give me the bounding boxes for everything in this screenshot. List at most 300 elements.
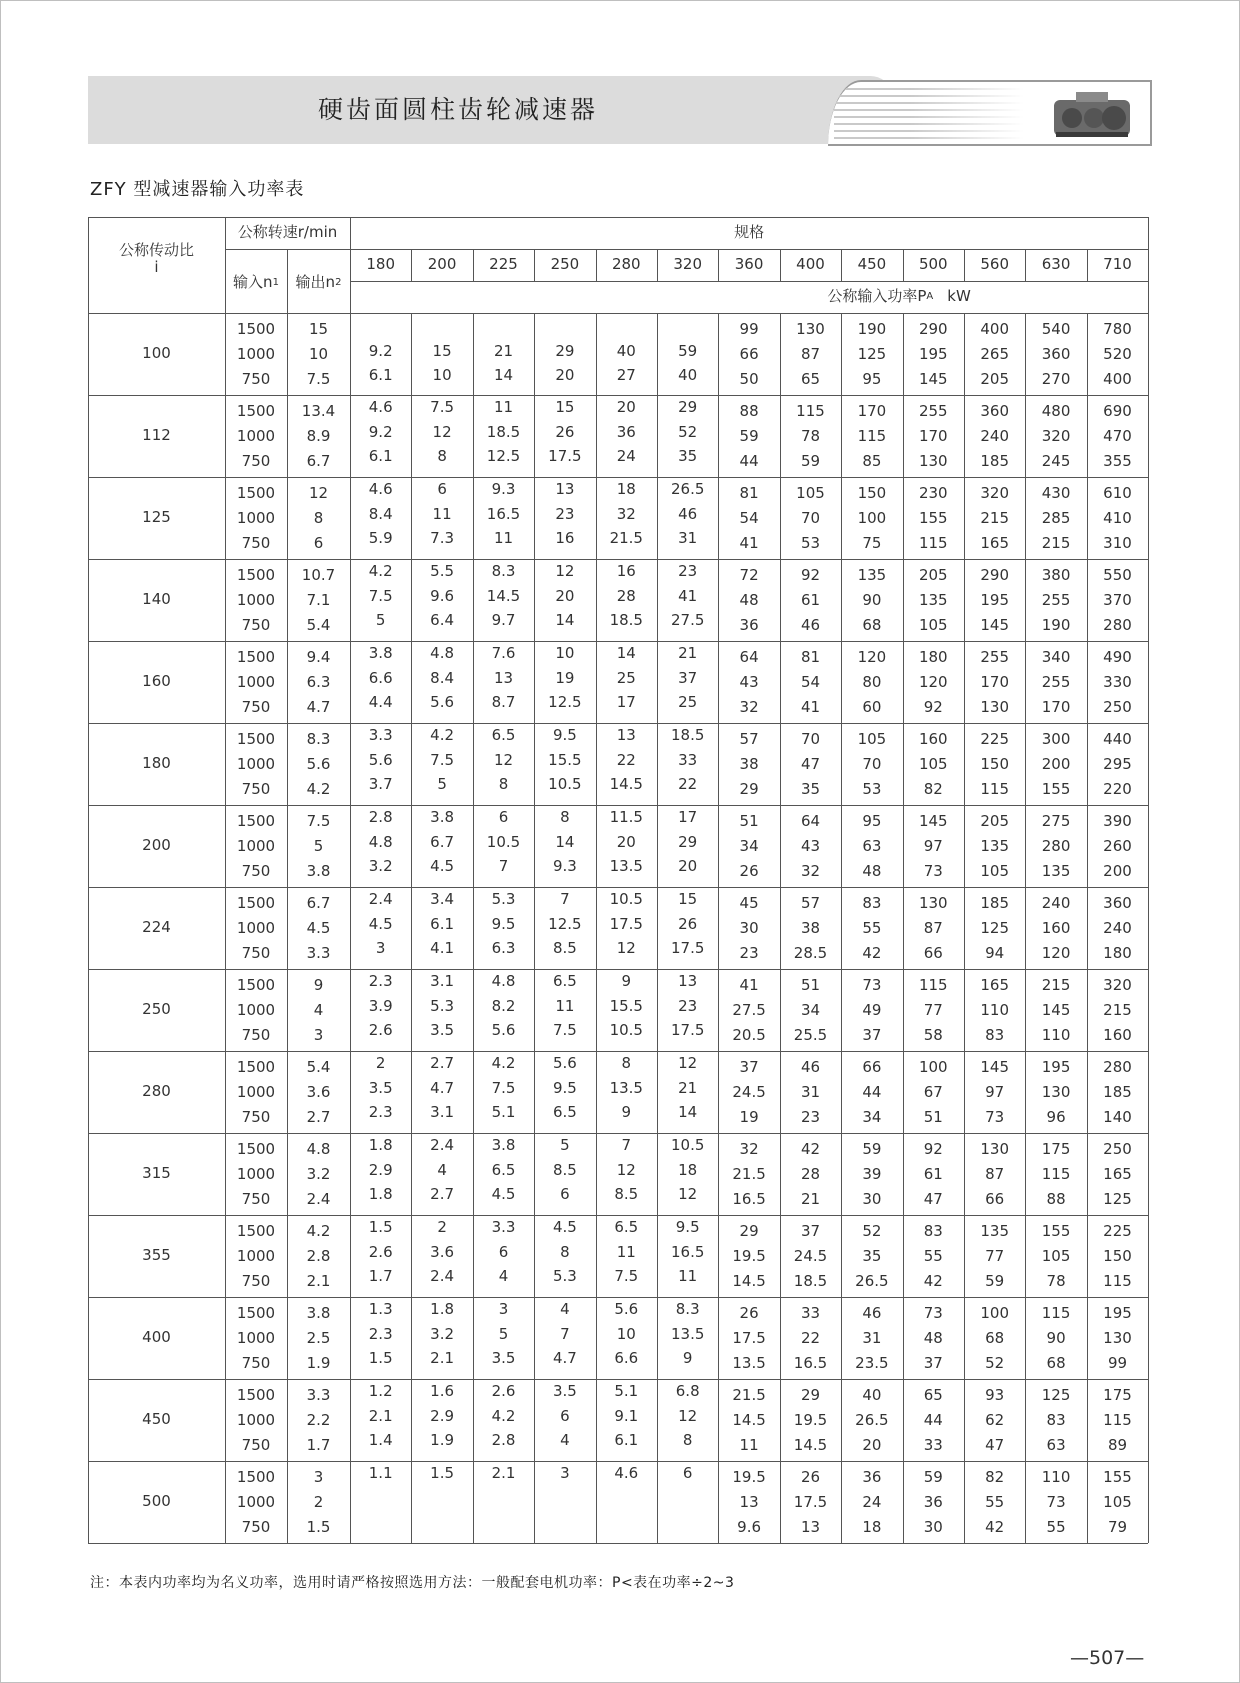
power-value: 13	[555, 480, 575, 498]
power-value: 64	[739, 648, 759, 666]
power-value: 78	[800, 427, 821, 445]
power-value: 17.5	[670, 939, 705, 957]
output-speed-value: 7.5	[306, 812, 331, 830]
power-value: 83	[985, 1026, 1005, 1044]
power-value: 21	[493, 342, 514, 360]
power-value: 265	[980, 345, 1010, 363]
power-value: 99	[739, 320, 759, 338]
power-value: 130	[918, 452, 948, 470]
power-value: 61	[800, 591, 821, 609]
power-value: 440	[1103, 730, 1132, 748]
power-value: 13	[739, 1493, 759, 1511]
power-value: 43	[739, 673, 759, 691]
power-value: 240	[1103, 919, 1132, 937]
power-value: 190	[857, 320, 887, 338]
power-value: 6.3	[491, 939, 516, 957]
power-value: 26.5	[855, 1411, 889, 1429]
power-value: 24	[616, 447, 636, 465]
power-value: 240	[1041, 894, 1071, 912]
header-input-speed	[225, 249, 287, 313]
power-value: 1.5	[430, 1464, 455, 1482]
input-speed-value: 1000	[236, 1247, 276, 1265]
power-value: 21.5	[732, 1386, 766, 1404]
power-value: 12	[678, 1185, 698, 1203]
input-speed-value: 1000	[236, 837, 276, 855]
power-value: 18.5	[793, 1272, 828, 1290]
power-value: 8	[498, 775, 509, 793]
power-value: 12	[493, 751, 514, 769]
power-value: 3.5	[430, 1021, 455, 1039]
power-value: 185	[980, 452, 1010, 470]
power-value: 97	[985, 1083, 1005, 1101]
power-value: 24	[862, 1493, 882, 1511]
divider-group	[88, 887, 1148, 888]
output-speed-value: 2.1	[306, 1272, 331, 1290]
power-value: 73	[923, 862, 943, 880]
power-value: 18.5	[670, 726, 705, 744]
output-speed-value: 4.2	[306, 1222, 331, 1240]
power-value: 32	[616, 505, 636, 523]
power-value: 65	[800, 370, 821, 388]
input-speed-value: 1500	[236, 320, 276, 338]
power-table	[88, 217, 1148, 1543]
power-value: 59	[985, 1272, 1005, 1290]
power-value: 2.4	[430, 1267, 455, 1285]
power-value: 5.5	[430, 562, 455, 580]
power-value: 8.5	[552, 939, 577, 957]
power-value: 135	[980, 837, 1010, 855]
power-value: 44	[862, 1083, 882, 1101]
power-value: 6	[498, 808, 509, 826]
power-value: 59	[678, 342, 698, 360]
output-speed-value: 5.4	[306, 1058, 331, 1076]
header-size: 450	[857, 255, 887, 274]
input-speed-value: 1000	[236, 1165, 276, 1183]
output-speed-value: 3	[313, 1468, 324, 1486]
power-value: 88	[739, 402, 759, 420]
input-speed-value: 1000	[236, 1083, 276, 1101]
power-value: 15.5	[548, 751, 582, 769]
power-value: 12	[555, 562, 575, 580]
power-value: 135	[918, 591, 948, 609]
power-value: 3.4	[430, 890, 455, 908]
input-speed-value: 750	[241, 1026, 271, 1044]
power-value: 68	[1046, 1354, 1066, 1372]
power-value: 9.7	[491, 611, 516, 629]
power-value: 200	[1103, 862, 1132, 880]
power-value: 260	[1103, 837, 1132, 855]
input-speed-value: 750	[241, 370, 271, 388]
power-value: 41	[739, 976, 759, 994]
power-value: 23	[739, 944, 759, 962]
power-value: 7.5	[430, 398, 455, 416]
power-value: 2	[375, 1054, 386, 1072]
power-value: 1.5	[368, 1349, 393, 1367]
power-value: 77	[923, 1001, 943, 1019]
power-value: 115	[918, 534, 948, 552]
divider-group	[88, 395, 1148, 396]
power-value: 5	[498, 1325, 509, 1343]
power-value: 2	[437, 1218, 447, 1236]
divider-group	[88, 1543, 1148, 1544]
power-value: 255	[980, 648, 1010, 666]
input-speed-value: 1000	[236, 1329, 276, 1347]
power-value: 60	[862, 698, 882, 716]
power-value: 13	[493, 669, 514, 687]
power-value: 11	[493, 529, 514, 547]
power-value: 255	[918, 402, 948, 420]
power-value: 4	[437, 1161, 447, 1179]
power-value: 2.7	[430, 1054, 455, 1072]
power-value: 53	[862, 780, 882, 798]
power-value: 2.8	[491, 1431, 516, 1449]
power-value: 35	[862, 1247, 882, 1265]
power-value: 25.5	[793, 1026, 828, 1044]
power-value: 180	[1103, 944, 1132, 962]
output-speed-value: 1.7	[306, 1436, 331, 1454]
output-speed-value: 4.8	[306, 1140, 331, 1158]
power-value: 59	[862, 1140, 882, 1158]
power-value: 6.6	[614, 1349, 639, 1367]
output-speed-value: 4.2	[306, 780, 331, 798]
power-value: 6	[682, 1464, 693, 1482]
power-value: 53	[800, 534, 821, 552]
power-value: 66	[739, 345, 759, 363]
input-speed-value: 1500	[236, 648, 276, 666]
power-value: 44	[739, 452, 759, 470]
output-speed-value: 3.8	[306, 862, 331, 880]
power-value: 7.5	[430, 751, 455, 769]
power-value: 36	[862, 1468, 882, 1486]
output-speed-value: 15	[308, 320, 329, 338]
power-value: 66	[985, 1190, 1005, 1208]
power-value: 205	[980, 370, 1010, 388]
power-value: 780	[1103, 320, 1132, 338]
power-value: 400	[980, 320, 1010, 338]
output-speed-value: 7.1	[306, 591, 331, 609]
power-value: 8	[560, 1243, 570, 1261]
input-speed-value: 750	[241, 1518, 271, 1536]
power-value: 29	[555, 342, 575, 360]
power-value: 12	[432, 423, 452, 441]
power-value: 7.6	[491, 644, 516, 662]
power-value: 70	[800, 730, 821, 748]
power-value: 87	[800, 345, 821, 363]
power-value: 9.6	[737, 1518, 762, 1536]
power-value: 5.3	[430, 997, 455, 1015]
power-value: 4.5	[552, 1218, 577, 1236]
power-value: 90	[862, 591, 882, 609]
ratio-cell: 100	[142, 344, 171, 363]
power-value: 13	[678, 972, 698, 990]
power-value: 19	[555, 669, 575, 687]
output-speed-value: 7.5	[306, 370, 331, 388]
power-value: 255	[1041, 591, 1071, 609]
power-value: 29	[739, 1222, 759, 1240]
power-value: 245	[1041, 452, 1071, 470]
power-value: 42	[985, 1518, 1005, 1536]
power-value: 17	[678, 808, 698, 826]
power-value: 45	[739, 894, 759, 912]
speed-lines-decoration	[834, 88, 1024, 140]
power-value: 63	[1046, 1436, 1066, 1454]
power-value: 7.5	[552, 1021, 577, 1039]
power-value: 8	[682, 1431, 693, 1449]
power-value: 16.5	[486, 505, 521, 523]
power-value: 105	[980, 862, 1010, 880]
power-value: 100	[980, 1304, 1010, 1322]
power-value: 57	[739, 730, 759, 748]
power-value: 27	[616, 366, 636, 384]
power-value: 130	[918, 894, 948, 912]
power-value: 20	[616, 398, 636, 416]
power-value: 150	[980, 755, 1010, 773]
power-value: 3.2	[430, 1325, 455, 1343]
power-value: 94	[985, 944, 1005, 962]
power-value: 115	[1041, 1304, 1071, 1322]
input-speed-value: 1000	[236, 755, 276, 773]
power-value: 4.2	[368, 562, 393, 580]
power-value: 23	[555, 505, 575, 523]
power-value: 92	[923, 698, 943, 716]
power-value: 115	[918, 976, 948, 994]
power-value: 35	[678, 447, 698, 465]
input-speed-value: 750	[241, 452, 271, 470]
power-value: 105	[918, 616, 948, 634]
power-value: 320	[1041, 427, 1071, 445]
power-value: 120	[857, 648, 887, 666]
power-value: 26	[555, 423, 575, 441]
power-value: 23	[678, 562, 698, 580]
power-value: 150	[857, 484, 887, 502]
power-value: 49	[862, 1001, 882, 1019]
power-value: 3.9	[368, 997, 393, 1015]
power-value: 150	[1103, 1247, 1132, 1265]
power-value: 13.5	[732, 1354, 766, 1372]
power-value: 21	[800, 1190, 821, 1208]
power-value: 24.5	[793, 1247, 828, 1265]
power-value: 46	[800, 1058, 821, 1076]
power-value: 190	[1041, 616, 1071, 634]
output-speed-value: 2.2	[306, 1411, 331, 1429]
header-banner	[88, 76, 1152, 144]
power-value: 51	[923, 1108, 943, 1126]
power-value: 320	[980, 484, 1010, 502]
power-value: 145	[918, 370, 948, 388]
power-value: 68	[985, 1329, 1005, 1347]
ratio-cell: 140	[142, 590, 171, 609]
power-value: 44	[923, 1411, 943, 1429]
power-value: 2.1	[491, 1464, 516, 1482]
power-value: 20	[616, 833, 636, 851]
power-value: 3.5	[368, 1079, 393, 1097]
power-value: 130	[980, 698, 1010, 716]
output-speed-value: 10	[308, 345, 329, 363]
power-value: 3.6	[430, 1243, 455, 1261]
gear-reducer-icon	[1050, 88, 1134, 140]
power-value: 6.1	[368, 366, 393, 384]
power-value: 26	[739, 1304, 759, 1322]
power-value: 8.2	[491, 997, 516, 1015]
header-power	[350, 281, 1148, 313]
power-value: 34	[862, 1108, 882, 1126]
output-speed-value: 13.4	[301, 402, 336, 420]
power-value: 1.7	[368, 1267, 393, 1285]
power-value: 23	[800, 1108, 821, 1126]
input-speed-value: 1500	[236, 566, 276, 584]
power-value: 280	[1103, 616, 1132, 634]
power-value: 4.2	[491, 1054, 516, 1072]
power-value: 52	[985, 1354, 1005, 1372]
ratio-cell: 400	[142, 1328, 171, 1347]
power-value: 7.5	[368, 587, 393, 605]
input-speed-value: 1500	[236, 1140, 276, 1158]
banner-image-frame	[828, 80, 1152, 146]
power-value: 46	[678, 505, 698, 523]
header-size: 500	[918, 255, 948, 274]
ratio-cell: 125	[142, 508, 171, 527]
output-speed-value: 3.3	[306, 944, 331, 962]
ratio-cell: 355	[142, 1246, 171, 1265]
power-value: 310	[1103, 534, 1132, 552]
power-value: 6.7	[430, 833, 455, 851]
power-value: 15	[555, 398, 575, 416]
ratio-cell: 450	[142, 1410, 171, 1429]
power-value: 125	[857, 345, 887, 363]
power-value: 115	[980, 780, 1010, 798]
input-speed-value: 1500	[236, 1468, 276, 1486]
power-value: 52	[862, 1222, 882, 1240]
power-value: 4.5	[430, 857, 455, 875]
power-value: 250	[1103, 1140, 1132, 1158]
divider-group	[88, 1051, 1148, 1052]
power-value: 47	[923, 1190, 943, 1208]
power-value: 125	[1041, 1386, 1071, 1404]
power-value: 31	[678, 529, 698, 547]
power-value: 2.6	[368, 1021, 393, 1039]
output-speed-value: 9.4	[306, 648, 331, 666]
power-value: 92	[923, 1140, 943, 1158]
power-value: 520	[1103, 345, 1132, 363]
power-value: 18	[862, 1518, 882, 1536]
power-value: 5.6	[368, 751, 393, 769]
power-value: 29	[678, 833, 698, 851]
input-speed-value: 750	[241, 1354, 271, 1372]
power-value: 2.9	[430, 1407, 455, 1425]
power-value: 50	[739, 370, 759, 388]
power-value: 9.1	[614, 1407, 639, 1425]
power-value: 27.5	[670, 611, 705, 629]
output-speed-value: 10.7	[301, 566, 336, 584]
power-value: 160	[1041, 919, 1071, 937]
power-value: 2.3	[368, 1325, 393, 1343]
input-speed-value: 750	[241, 862, 271, 880]
power-value: 12	[616, 939, 636, 957]
input-speed-value: 1500	[236, 402, 276, 420]
output-speed-value: 3.6	[306, 1083, 331, 1101]
output-speed-value: 5.6	[306, 755, 331, 773]
power-value: 32	[800, 862, 821, 880]
power-value: 43	[800, 837, 821, 855]
power-value: 110	[980, 1001, 1010, 1019]
power-value: 6.6	[368, 669, 393, 687]
power-value: 320	[1103, 976, 1132, 994]
power-value: 340	[1041, 648, 1071, 666]
power-value: 6	[437, 480, 447, 498]
header-input-speed-subscript: 1	[272, 277, 279, 289]
output-speed-value: 6.7	[306, 894, 331, 912]
power-value: 23	[678, 997, 698, 1015]
output-speed-value: 9	[313, 976, 324, 994]
power-value: 270	[1041, 370, 1071, 388]
power-label: 公称输入功率P	[827, 287, 927, 306]
power-value: 16.5	[670, 1243, 705, 1261]
power-value: 135	[857, 566, 887, 584]
ratio-cell: 250	[142, 1000, 171, 1019]
power-value: 3.1	[430, 972, 455, 990]
power-value: 400	[1103, 370, 1132, 388]
power-value: 130	[980, 1140, 1010, 1158]
power-value: 8.5	[614, 1185, 639, 1203]
power-value: 1.4	[368, 1431, 393, 1449]
power-value: 7.5	[491, 1079, 516, 1097]
power-value: 31	[800, 1083, 821, 1101]
power-value: 360	[1103, 894, 1132, 912]
input-speed-value: 1500	[236, 730, 276, 748]
power-value: 130	[796, 320, 825, 338]
power-value: 42	[800, 1140, 821, 1158]
power-value: 140	[1103, 1108, 1132, 1126]
power-value: 11.5	[609, 808, 643, 826]
header-spec: 规格	[734, 223, 765, 242]
power-value: 34	[800, 1001, 821, 1019]
power-value: 5.1	[614, 1382, 639, 1400]
power-value: 155	[1041, 1222, 1071, 1240]
power-value: 4.6	[368, 398, 393, 416]
power-value: 6.1	[614, 1431, 639, 1449]
power-value: 28	[800, 1165, 821, 1183]
header-ratio-symbol: i	[154, 258, 159, 276]
power-value: 170	[857, 402, 887, 420]
power-value: 165	[980, 976, 1010, 994]
power-value: 180	[918, 648, 948, 666]
ratio-cell: 200	[142, 836, 171, 855]
power-value: 81	[739, 484, 759, 502]
power-value: 9.5	[491, 915, 516, 933]
power-value: 540	[1041, 320, 1071, 338]
power-value: 5.3	[491, 890, 516, 908]
output-speed-value: 8.3	[306, 730, 331, 748]
power-value: 61	[923, 1165, 943, 1183]
power-value: 8	[560, 808, 570, 826]
input-speed-value: 750	[241, 698, 271, 716]
output-speed-value: 2.8	[306, 1247, 331, 1265]
power-value: 57	[800, 894, 821, 912]
table-border-right	[1148, 217, 1149, 1543]
header-size: 560	[980, 255, 1010, 274]
power-value: 68	[862, 616, 882, 634]
output-speed-value: 4	[313, 1001, 324, 1019]
input-speed-value: 1500	[236, 1222, 276, 1240]
power-value: 4.1	[430, 939, 455, 957]
power-value: 14.5	[486, 587, 521, 605]
power-value: 2.4	[368, 890, 393, 908]
power-value: 20.5	[732, 1026, 766, 1044]
power-value: 155	[918, 509, 948, 527]
input-speed-value: 1500	[236, 1304, 276, 1322]
power-value: 87	[985, 1165, 1005, 1183]
power-value: 15.5	[609, 997, 643, 1015]
